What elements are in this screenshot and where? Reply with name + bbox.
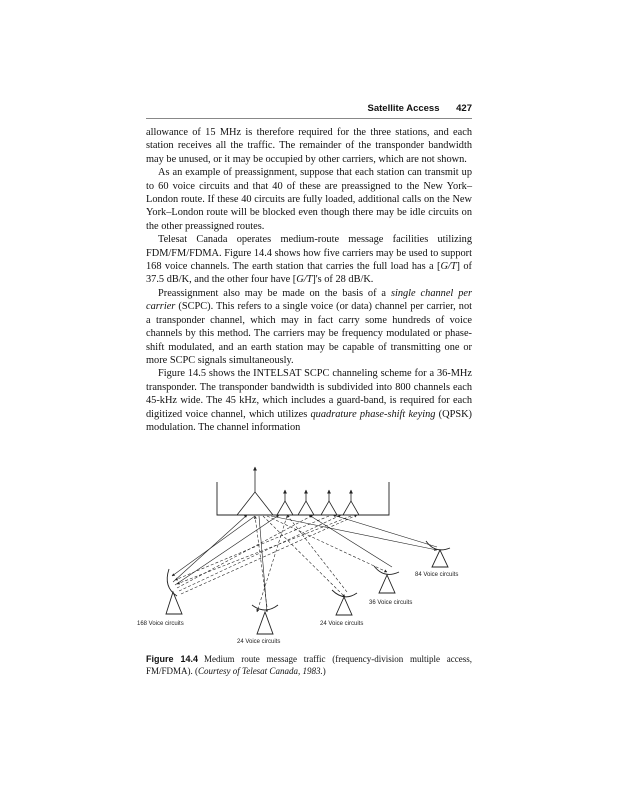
text-run: allowance of 15 MHz is therefore required for the three stations, and each station receives all the traffic. The remainder of the transponder bandwidth may be unused, or it may be occupied by other carriers, which are not shown. [146,127,472,165]
caption-run: ) [322,665,326,676]
text-run: (QPSK) modulation. The channel information [146,408,472,433]
italic-text: G/T [296,274,313,286]
station-label-24a: 24 Voice circuits [237,639,281,645]
station-label-84: 84 Voice circuits [415,572,459,578]
running-header [146,103,472,114]
station-label-36: 36 Voice circuits [369,600,413,606]
running-header-title: Satellite Access [367,103,440,114]
italic-text: G/T [440,261,457,273]
italic-text: single channel per carrier [146,287,472,313]
downlinks [172,516,437,612]
caption-run: Medium route message traffic (frequency-division multiple access, FM/FDMA). ( [146,654,472,676]
transponder-bracket [217,482,389,515]
station-label-168: 168 Voice circuits [137,621,184,627]
paragraph [146,287,472,367]
carrier-arrows [255,467,351,501]
text-run: As an example of preassignment, suppose that each station can transmit up to 60 voice circuits and that 40 of these are preassigned to the New York–London route. If these 40 circuits are fully loaded, additional calls on the New York–London route will be blocked even though there may be idle circuits on the other preassigned routes. [146,167,472,232]
caption-italic: Courtesy of Telesat Canada, 1983. [198,665,323,676]
text-run: ]'s of 28 dB/K. [312,274,374,286]
figure-14-4 [137,462,482,652]
earth-station-84 [426,541,450,567]
figure-label: Figure 14.4 [146,654,199,664]
paragraph [146,367,472,434]
earth-station-24a [252,605,278,634]
earth-station-24b [332,590,357,615]
italic-text: quadrature phase-shift keying [310,408,436,420]
paragraph [146,166,472,233]
body-text [146,126,472,434]
uplinks [173,515,437,607]
text-run: Preassignment also may be made on the basis of a [158,287,391,299]
text-run: (SCPC). This refers to a single voice (or data) channel per carrier, not a transponder channel, which may in fact carry some hundreds of voice channels by this method. The carriers may be frequency modulated or phase-shift modulated, and an earth station may be capable of transmitting one or more SCPC signals simultaneously. [146,301,472,366]
header-rule [146,118,472,119]
text-run: Figure 14.5 shows the INTELSAT SCPC channeling scheme for a 36-MHz transponder. The transponder bandwidth is subdivided into 800 channels each 45-kHz wide. The 45 kHz, which includes a guard-band, is required for each digitized voice channel, which utilizes [146,368,472,420]
figure-caption [146,654,472,677]
text-run: ] of 37.5 dB/K, and the other four have [ [146,261,472,286]
station-label-24b: 24 Voice circuits [320,621,364,627]
carrier-spectra [237,492,359,515]
page-number: 427 [456,103,472,114]
earth-station-36 [374,566,399,593]
text-run: Telesat Canada operates medium-route message facilities utilizing FDM/FM/FDMA. Figure 14.4 shows how five carriers may be used to support 168 voice channels. The earth station that carries the full load has a [ [146,234,472,273]
network-diagram [137,462,482,652]
paragraph [146,126,472,166]
paragraph [146,233,472,287]
